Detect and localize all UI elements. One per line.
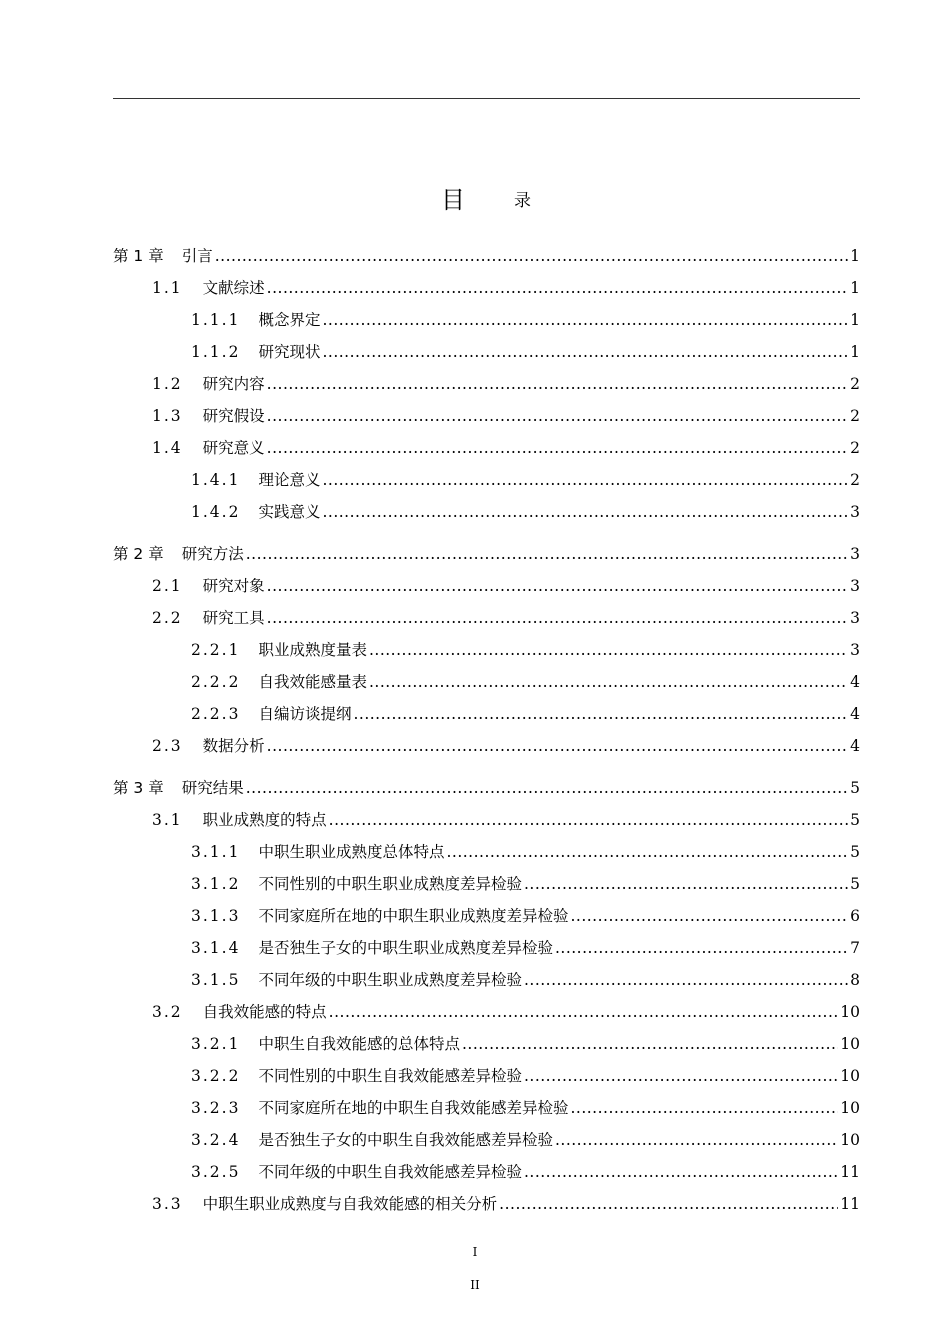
toc-entry-page: 1 <box>850 279 860 297</box>
toc-leader-dots <box>329 1003 839 1021</box>
toc-entry-number: 3.2.2 <box>191 1067 241 1085</box>
toc-entry-page: 3 <box>850 641 860 659</box>
toc-entry-page: 3 <box>850 545 860 563</box>
toc-subsection-entry[interactable] <box>191 936 860 960</box>
toc-section-entry[interactable] <box>152 404 860 428</box>
toc-leader-dots <box>524 1163 838 1181</box>
toc-entry-page: 1 <box>850 247 860 265</box>
toc-leader-dots <box>570 1099 838 1117</box>
toc-entry-label: 研究内容 <box>202 375 265 393</box>
toc-entry-label: 引言 <box>181 247 213 265</box>
toc-entry-label: 自编访谈提纲 <box>258 705 352 723</box>
toc-entry-label: 是否独生子女的中职生自我效能感差异检验 <box>258 1131 553 1149</box>
toc-leader-dots <box>369 641 848 659</box>
toc-entry-page: 10 <box>840 1035 860 1053</box>
page-number: I <box>472 1245 478 1259</box>
toc-leader-dots <box>246 545 848 563</box>
toc-entry-label: 研究假设 <box>202 407 265 425</box>
toc-section-entry[interactable] <box>152 808 860 832</box>
toc-title <box>0 180 950 212</box>
toc-chapter-entry[interactable] <box>113 776 860 800</box>
toc-leader-dots <box>267 577 848 595</box>
toc-entry-number: 第 1 章 <box>113 247 164 265</box>
toc-entry-page: 10 <box>840 1003 860 1021</box>
toc-entry-page: 4 <box>850 737 860 755</box>
toc-leader-dots <box>499 1195 838 1213</box>
toc-leader-dots <box>570 907 848 925</box>
toc-entry-label: 中职生职业成熟度与自我效能感的相关分析 <box>202 1195 498 1213</box>
toc-entry-number: 3.1.4 <box>191 939 241 957</box>
toc-leader-dots <box>446 843 848 861</box>
toc-entry-page: 1 <box>850 311 860 329</box>
toc-entry-label: 中职生职业成熟度总体特点 <box>258 843 445 861</box>
toc-entry-number: 1.1.2 <box>191 343 241 361</box>
toc-subsection-entry[interactable] <box>191 340 860 364</box>
toc-entry-number: 2.2.3 <box>191 705 241 723</box>
toc-title-big: 目 <box>441 186 465 214</box>
toc-entry-number: 3.1.5 <box>191 971 241 989</box>
toc-entry-label: 职业成熟度量表 <box>258 641 367 659</box>
toc-entry-label: 概念界定 <box>258 311 321 329</box>
toc-section-entry[interactable] <box>152 372 860 396</box>
toc-entry-label: 不同家庭所在地的中职生自我效能感差异检验 <box>258 1099 569 1117</box>
toc-entry-number: 3.2.4 <box>191 1131 241 1149</box>
toc-chapter-entry[interactable] <box>113 542 860 566</box>
toc-entry-page: 2 <box>850 471 860 489</box>
toc-entry-page: 6 <box>850 907 860 925</box>
toc-subsection-entry[interactable] <box>191 840 860 864</box>
toc-leader-dots <box>322 343 848 361</box>
toc-entry-page: 2 <box>850 407 860 425</box>
toc-subsection-entry[interactable] <box>191 1096 860 1120</box>
toc-entry-label: 文献综述 <box>202 279 265 297</box>
toc-entry-page: 10 <box>840 1131 860 1149</box>
toc-entry-number: 1.1 <box>152 279 183 297</box>
toc-entry-number: 3.1.2 <box>191 875 241 893</box>
toc-subsection-entry[interactable] <box>191 500 860 524</box>
toc-entry-label: 不同年级的中职生自我效能感差异检验 <box>258 1163 522 1181</box>
toc-entry-page: 10 <box>840 1099 860 1117</box>
toc-leader-dots <box>267 737 848 755</box>
toc-entry-label: 不同年级的中职生职业成熟度差异检验 <box>258 971 522 989</box>
toc-section-entry[interactable] <box>152 1000 860 1024</box>
toc-entry-page: 7 <box>850 939 860 957</box>
toc-entry-page: 3 <box>850 609 860 627</box>
toc-subsection-entry[interactable] <box>191 670 860 694</box>
toc-section-entry[interactable] <box>152 606 860 630</box>
toc-entry-number: 2.3 <box>152 737 183 755</box>
toc-section-entry[interactable] <box>152 276 860 300</box>
toc-subsection-entry[interactable] <box>191 904 860 928</box>
toc-entry-page: 8 <box>850 971 860 989</box>
toc-entry-number: 2.1 <box>152 577 183 595</box>
toc-subsection-entry[interactable] <box>191 468 860 492</box>
header-rule <box>113 98 860 99</box>
toc-entry-number: 1.4 <box>152 439 183 457</box>
toc-entry-page: 10 <box>840 1067 860 1085</box>
toc-subsection-entry[interactable] <box>191 638 860 662</box>
toc-section-entry[interactable] <box>152 574 860 598</box>
toc-leader-dots <box>267 279 848 297</box>
toc-section-entry[interactable] <box>152 1192 860 1216</box>
toc-leader-dots <box>462 1035 838 1053</box>
toc-entry-label: 职业成熟度的特点 <box>202 811 327 829</box>
toc-leader-dots <box>322 503 848 521</box>
toc-entry-label: 研究意义 <box>202 439 265 457</box>
toc-entry-number: 3.3 <box>152 1195 183 1213</box>
toc-entry-number: 3.2.1 <box>191 1035 241 1053</box>
toc-entry-page: 5 <box>850 811 860 829</box>
toc-leader-dots <box>369 673 848 691</box>
toc-leader-dots <box>322 311 848 329</box>
toc-leader-dots <box>329 811 848 829</box>
toc-entry-number: 3.1.1 <box>191 843 241 861</box>
toc-entry-label: 自我效能感量表 <box>258 673 367 691</box>
toc-entry-number: 3.1 <box>152 811 183 829</box>
toc-entry-label: 自我效能感的特点 <box>202 1003 327 1021</box>
toc-entry-label: 不同家庭所在地的中职生职业成熟度差异检验 <box>258 907 569 925</box>
toc-entry-label: 不同性别的中职生职业成熟度差异检验 <box>258 875 522 893</box>
toc-entry-page: 3 <box>850 503 860 521</box>
toc-entry-page: 11 <box>840 1195 860 1213</box>
toc-leader-dots <box>524 971 848 989</box>
toc-entry-number: 1.3 <box>152 407 183 425</box>
toc-chapter-entry[interactable] <box>113 244 860 268</box>
toc-subsection-entry[interactable] <box>191 1032 860 1056</box>
toc-subsection-entry[interactable] <box>191 308 860 332</box>
toc-entry-number: 3.2.5 <box>191 1163 241 1181</box>
toc-entry-label: 中职生自我效能感的总体特点 <box>258 1035 460 1053</box>
toc-subsection-entry[interactable] <box>191 702 860 726</box>
toc-entry-number: 1.4.2 <box>191 503 241 521</box>
toc-leader-dots <box>215 247 848 265</box>
toc-entry-label: 研究方法 <box>181 545 244 563</box>
toc-entry-page: 2 <box>850 439 860 457</box>
toc-entry-page: 3 <box>850 577 860 595</box>
page-number-secondary: II <box>470 1278 480 1292</box>
toc-subsection-entry[interactable] <box>191 968 860 992</box>
toc-entry-label: 实践意义 <box>258 503 321 521</box>
toc-entry-number: 3.1.3 <box>191 907 241 925</box>
toc-entry-number: 1.2 <box>152 375 183 393</box>
toc-entry-label: 研究结果 <box>181 779 244 797</box>
toc-title-small: 录 <box>514 191 531 211</box>
toc-leader-dots <box>555 939 848 957</box>
toc-entry-label: 理论意义 <box>258 471 321 489</box>
toc-entry-label: 研究对象 <box>202 577 265 595</box>
toc-entry-page: 4 <box>850 705 860 723</box>
toc-entry-number: 2.2.2 <box>191 673 241 691</box>
toc-leader-dots <box>555 1131 838 1149</box>
toc-entry-label: 数据分析 <box>202 737 265 755</box>
toc-subsection-entry[interactable] <box>191 872 860 896</box>
toc-entry-number: 3.2 <box>152 1003 183 1021</box>
toc-entry-label: 研究现状 <box>258 343 321 361</box>
toc-entry-page: 2 <box>850 375 860 393</box>
toc-entry-page: 4 <box>850 673 860 691</box>
toc-entry-number: 1.1.1 <box>191 311 241 329</box>
toc-entry-page: 11 <box>840 1163 860 1181</box>
toc-entry-label: 是否独生子女的中职生职业成熟度差异检验 <box>258 939 553 957</box>
toc-leader-dots <box>267 407 848 425</box>
toc-leader-dots <box>524 1067 838 1085</box>
toc-entry-label: 研究工具 <box>202 609 265 627</box>
toc-leader-dots <box>353 705 848 723</box>
toc-leader-dots <box>267 609 848 627</box>
toc-section-entry[interactable] <box>152 734 860 758</box>
toc-entry-label: 不同性别的中职生自我效能感差异检验 <box>258 1067 522 1085</box>
toc-entry-number: 第 3 章 <box>113 779 164 797</box>
toc-section-entry[interactable] <box>152 436 860 460</box>
toc-subsection-entry[interactable] <box>191 1160 860 1184</box>
toc-entry-page: 5 <box>850 875 860 893</box>
toc-leader-dots <box>246 779 848 797</box>
toc-entry-number: 3.2.3 <box>191 1099 241 1117</box>
toc-entry-number: 2.2 <box>152 609 183 627</box>
toc-entry-number: 2.2.1 <box>191 641 241 659</box>
toc-subsection-entry[interactable] <box>191 1128 860 1152</box>
toc-subsection-entry[interactable] <box>191 1064 860 1088</box>
toc-entry-page: 1 <box>850 343 860 361</box>
toc-entry-number: 1.4.1 <box>191 471 241 489</box>
toc-leader-dots <box>267 375 848 393</box>
toc-entry-page: 5 <box>850 843 860 861</box>
toc-entry-page: 5 <box>850 779 860 797</box>
toc-leader-dots <box>267 439 848 457</box>
toc-leader-dots <box>322 471 848 489</box>
toc-leader-dots <box>524 875 848 893</box>
toc-entry-number: 第 2 章 <box>113 545 164 563</box>
